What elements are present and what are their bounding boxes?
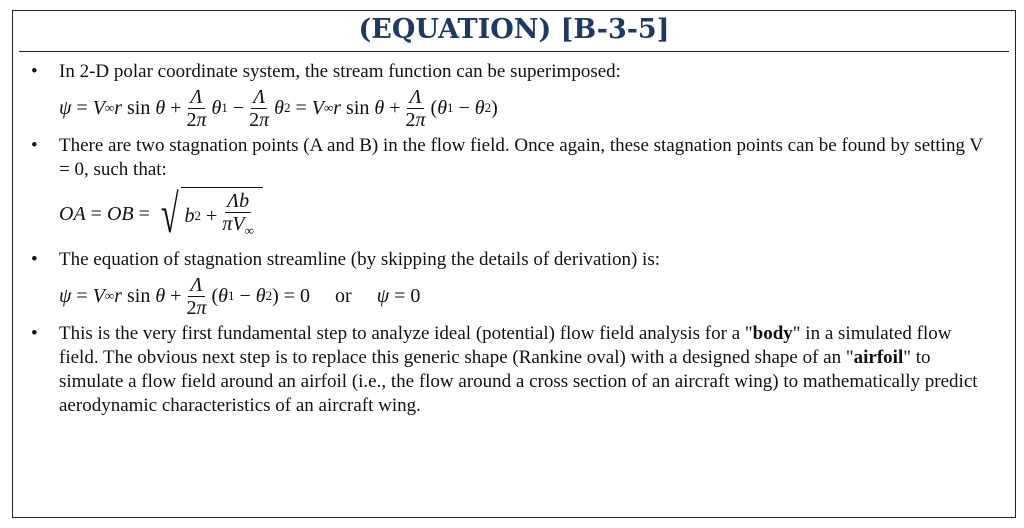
bullet-polar-stream-function: • In 2-D polar coordinate system, the stream function can be superimposed:: [25, 60, 995, 84]
bold-body: body: [752, 323, 793, 344]
next-step-text-1: This is the very first fundamental step to analyze ideal (potential) flow field analysis for a ": [59, 323, 753, 344]
bullet-stagnation-streamline: • The equation of stagnation streamline (by skipping the details of derivation) is:: [25, 248, 995, 272]
bullet-stagnation-points: [25, 134, 995, 182]
bullet-next-step: [25, 322, 995, 418]
bullet-stagnation-text: There are two stagnation points (A and B) in the flow field. Once again, these stagnation points can be found by setting V = 0, such that:: [59, 135, 983, 180]
equation-slide: [12, 10, 1016, 518]
bold-airfoil: airfoil: [853, 347, 904, 368]
slide-title: (EQUATION) [B-3-5]: [19, 11, 1009, 52]
equation-stagnation-streamline: ψ = V ∞ r sin θ + $\frac{\Lambda}{2\pi}$ ( θ 1 − θ 2 ) = 0 or ψ = 0: [59, 273, 421, 319]
next-step-text-2: " in a simulated flow field. The obvious next step is to replace this generic shape (Rankine oval) with a designed shape of an ": [59, 323, 952, 368]
next-step-text-3: " to simulate a flow field around an airfoil (i.e., the flow around a cross section of an aircraft wing) to mathematically predict aerodynamic characteristics of an aircraft wing.: [59, 347, 978, 416]
equation-stream-function: ψ = V ∞ r sin θ + $\frac{\Lambda}{2\pi}$ θ 1 − $\frac{\Lambda}{2\pi}$ θ 2 = V ∞ r sin θ + $\frac{\Lambda}{2\pi}$ ( θ 1 − θ 2 ): [59, 85, 498, 131]
equation-oa-ob: OA = OB = √ b 2 + $\frac{\Lambda b}{\pi V_\infty}$: [25, 182, 995, 246]
slide-content: [13, 52, 1015, 418]
